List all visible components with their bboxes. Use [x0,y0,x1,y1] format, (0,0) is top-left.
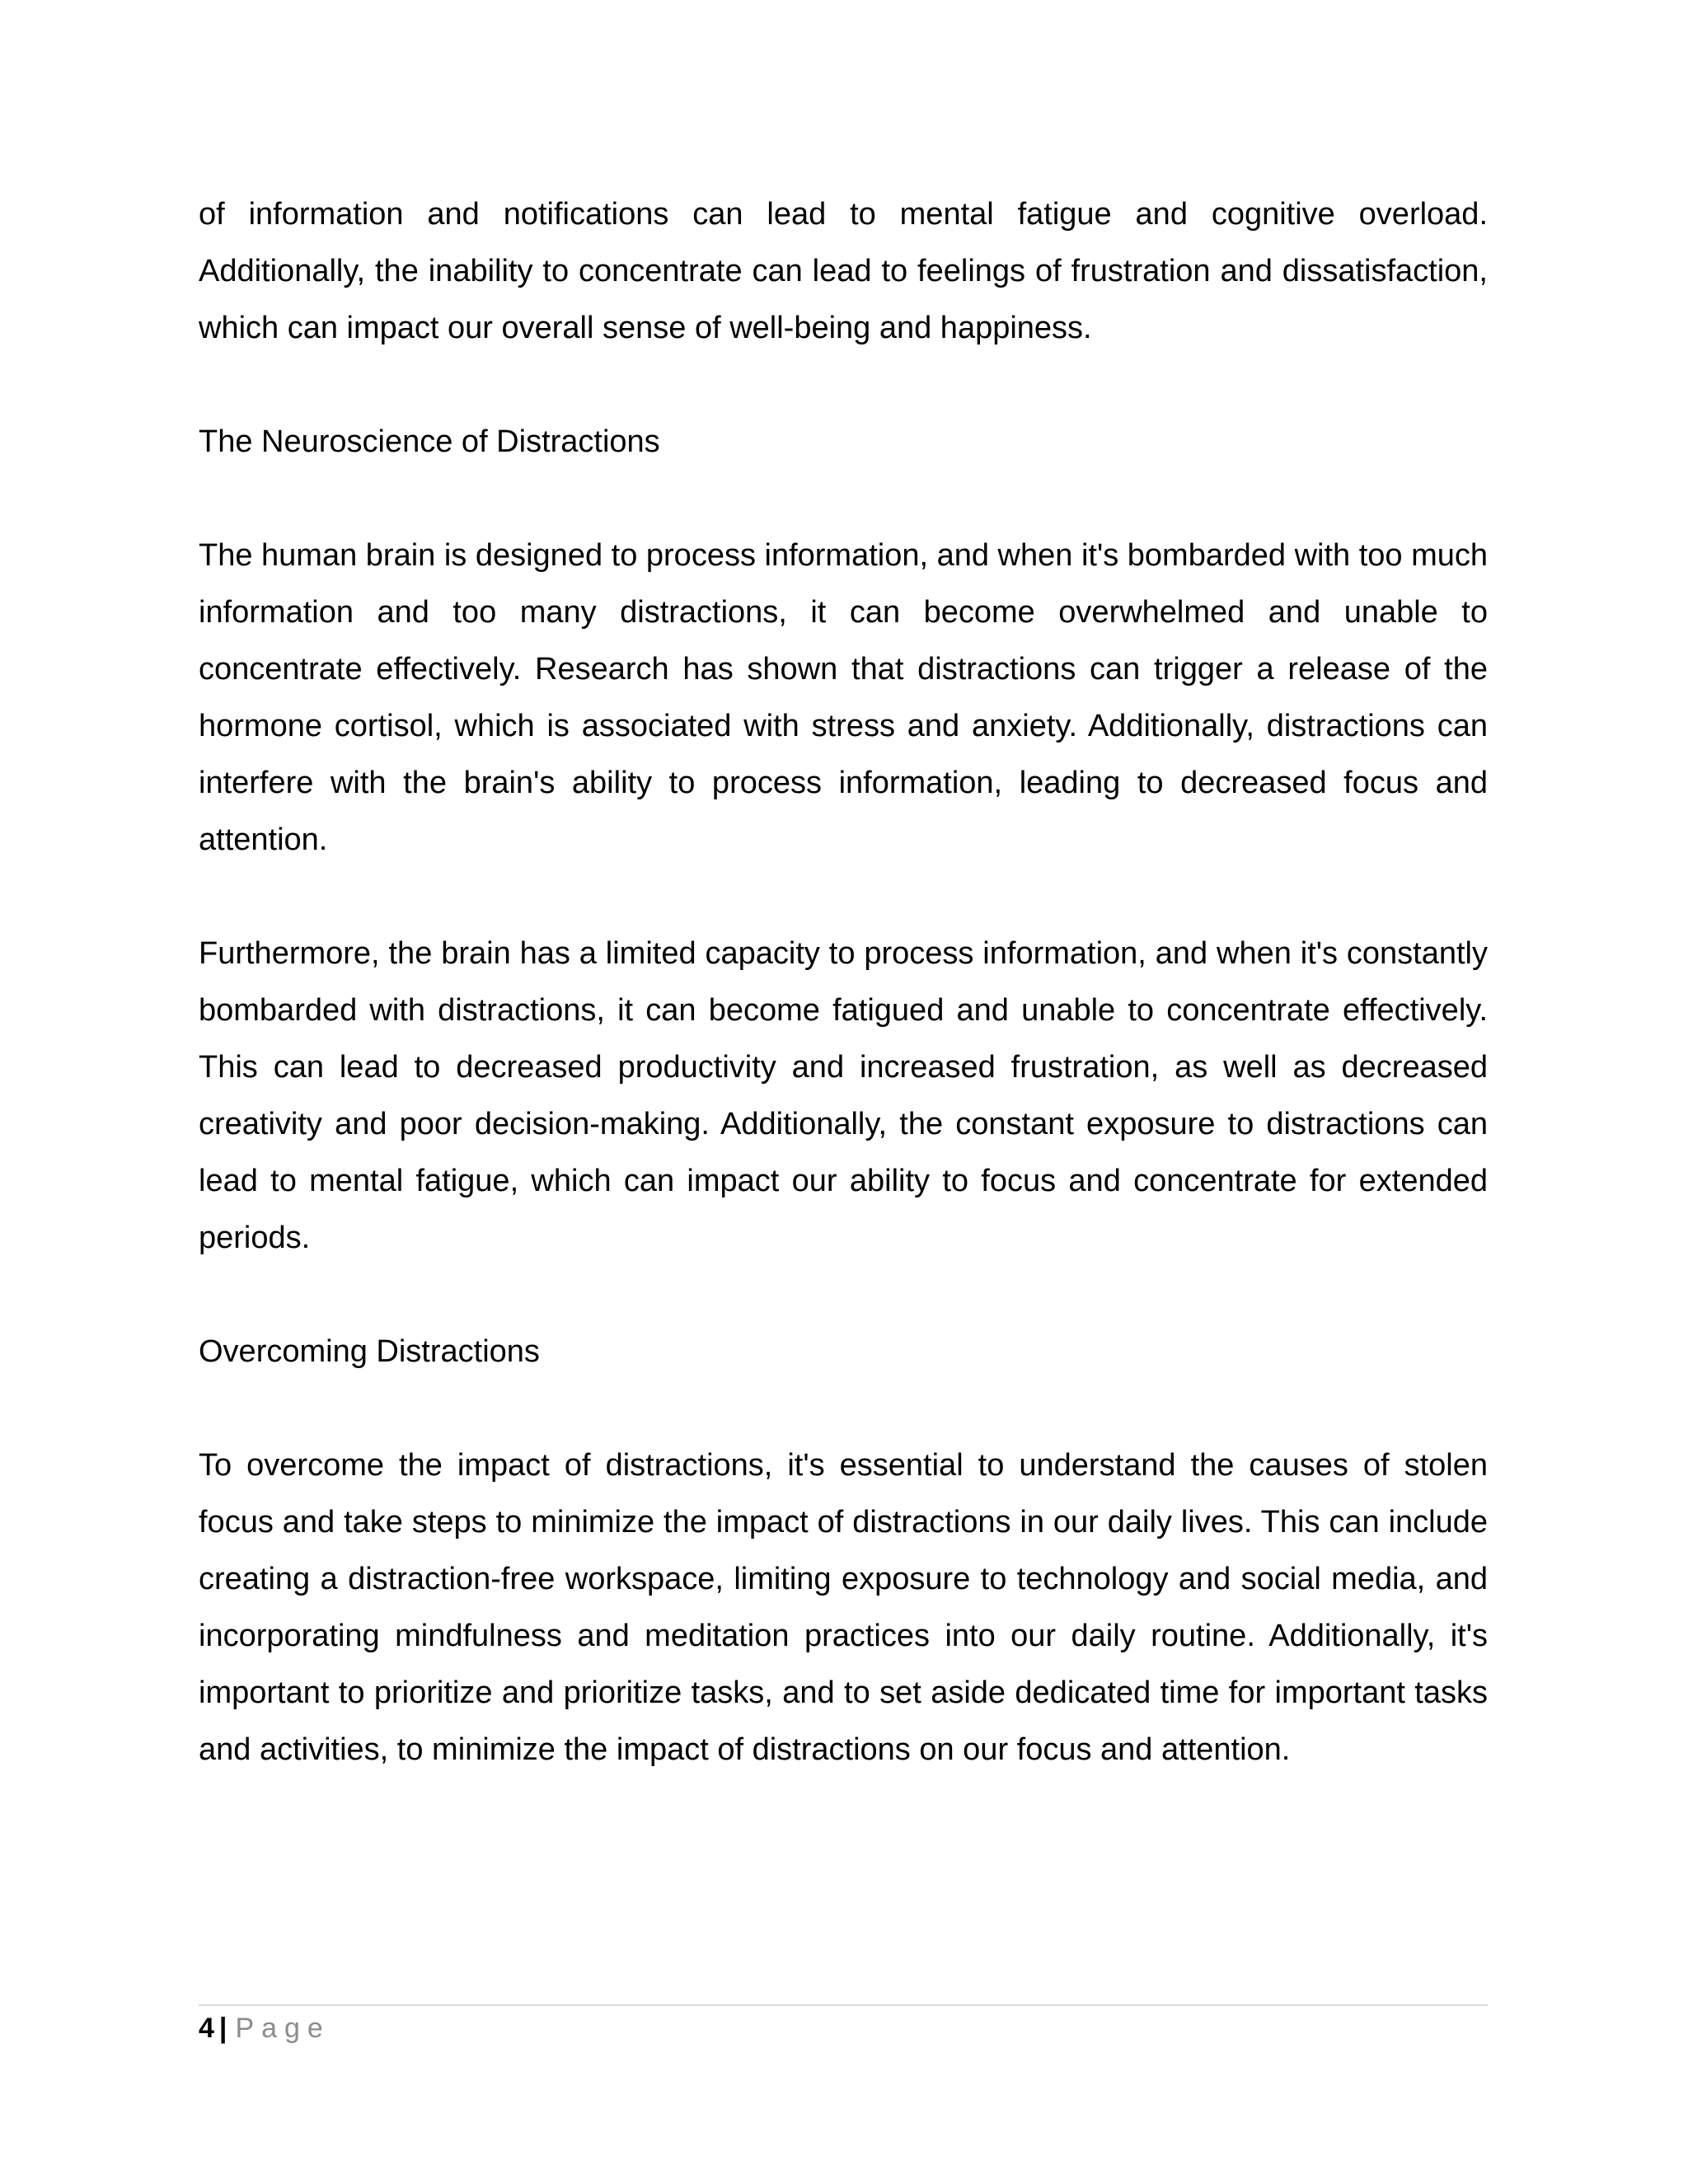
page-label: Page [235,2013,331,2044]
page-body [199,186,1488,1835]
paragraph-limited-capacity: Furthermore, the brain has a limited capacity to process information, and when it's constantly bombarded with distractions, it can become fatigued and unable to concentrate effectively. This can lead to decreased productivity and increased frustration, as well as decreased creativity and poor decision-making. Additionally, the constant exposure to distractions can lead to mental fatigue, which can impact our ability to focus and concentrate for extended periods. [199,936,1488,1255]
section-heading-neuroscience: The Neuroscience of Distractions [199,424,660,459]
paragraph-brain-processing: The human brain is designed to process information, and when it's bombarded with too much information and too many distractions, it can become overwhelmed and unable to concentrate effectively. Research has shown that distractions can trigger a release of the hormone cortisol, which is associated with stress and anxiety. Additionally, distractions can interfere with the brain's ability to process information, leading to decreased focus and attention. [199,538,1489,857]
page-footer [199,2008,331,2049]
paragraph-overcome-impact: To overcome the impact of distractions, it's essential to understand the causes of stolen focus and take steps to minimize the impact of distractions in our daily lives. This can include creating a distraction-free workspace, limiting exposure to technology and social media, and incorporating mindfulness and meditation practices into our daily routine. Additionally, it's important to prioritize and prioritize tasks, and to set aside dedicated time for important tasks and activities, to minimize the impact of distractions on our focus and attention. [199,1448,1488,1767]
page-number: 4 [199,2013,214,2044]
section-heading-overcoming: Overcoming Distractions [199,1334,540,1369]
paragraph-continued: of information and notifications can lead to mental fatigue and cognitive overload. Additionally, the inability to concentrate can lead to feelings of frustration and dissatisfaction, which can impact our overall sense of well-being and happiness. [199,197,1488,345]
footer-separator: | [218,2013,227,2044]
footer-divider [199,2004,1488,2006]
